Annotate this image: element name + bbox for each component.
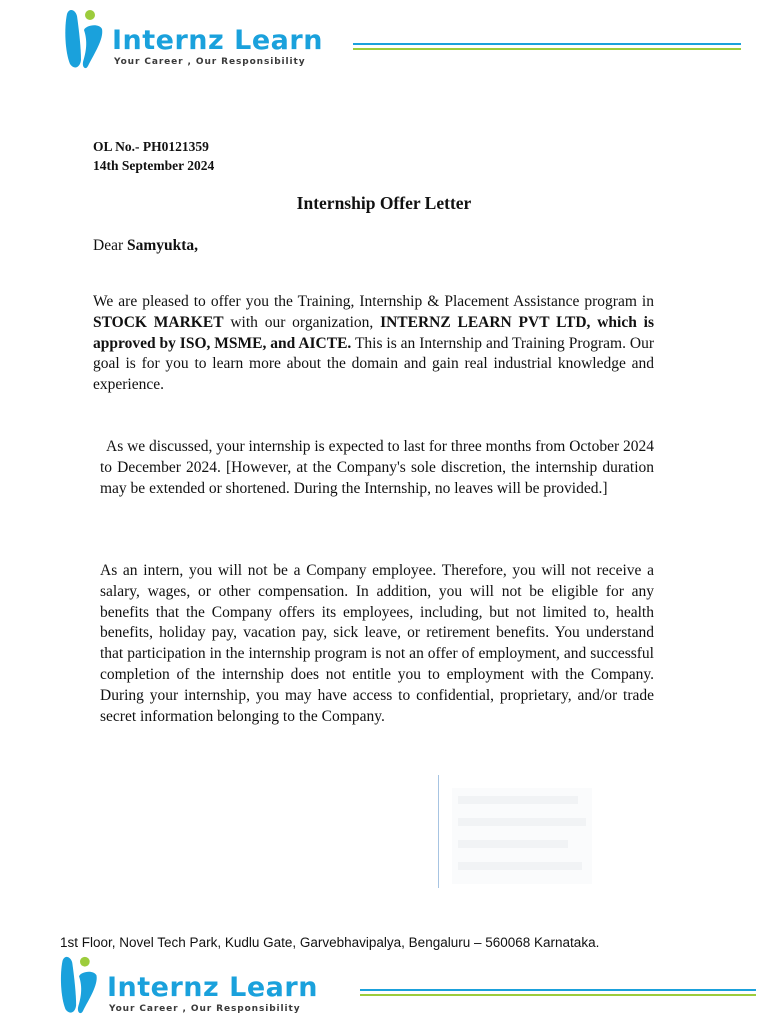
footer-logo — [59, 953, 318, 1015]
p1-text-1: We are pleased to offer you the Training, Internship & Placement Assistance program in — [93, 293, 654, 310]
greeting — [93, 237, 198, 255]
letter-meta — [93, 137, 214, 175]
footer-rule-blue — [360, 989, 756, 991]
paragraph-offer — [93, 292, 654, 396]
footer-brand-tagline: Your Career , Our Responsibility — [109, 1004, 301, 1014]
greeting-prefix: Dear — [93, 237, 127, 254]
p1-company-name: INTERNZ LEARN PVT LTD, which is approved by ISO, MSME, and AICTE. — [93, 313, 654, 352]
paragraph-duration — [100, 437, 654, 499]
p1-program-name: STOCK MARKET — [93, 313, 224, 331]
header-logo — [64, 6, 323, 70]
signature-divider — [438, 775, 439, 888]
offer-letter-number: OL No.- PH0121359 — [93, 139, 209, 154]
p3-text: As an intern, you will not be a Company employee. Therefore, you will not receive a salary, wages, or other compensation. In addition, you will not be eligible for any benefits that the Company offers its employees, including, but not limited to, health benefits, holiday pay, vacation pay, sick leave, or retirement benefits. You understand that participation in the internship program is not an offer of employment, and successful completion of the internship does not entitle you to employment with the Company. During your internship, you may have access to confidential, proprietary, and/or trade secret information belonging to the Company. — [100, 562, 654, 725]
brand-name: Internz Learn — [112, 25, 323, 56]
footer-brand-name: Internz Learn — [107, 972, 318, 1003]
ij-person-logo-icon — [64, 6, 106, 70]
letter-title: Internship Offer Letter — [296, 193, 472, 213]
p1-text-3: This is an Internship and Training Program. Our goal is for you to learn more about the domain and gain real industrial knowledge and experience. — [93, 334, 654, 394]
brand-tagline: Your Career , Our Responsibility — [114, 57, 306, 67]
ij-person-logo-icon — [59, 953, 101, 1015]
paragraph-terms — [100, 561, 654, 727]
recipient-name: Samyukta, — [127, 237, 199, 254]
company-address: 1st Floor, Novel Tech Park, Kudlu Gate, Garvebhavipalya, Bengaluru – 560068 Karnataka. — [60, 935, 600, 950]
letter-date: 14th September 2024 — [93, 158, 215, 173]
header-rule-green — [353, 48, 741, 50]
p2-text: As we discussed, your internship is expected to last for three months from October 2024 to December 2024. [However, at the Company's sole discretion, the internship duration may be extended or shortened. During the Internship, no leaves will be provided.] — [100, 438, 654, 497]
footer-rule-green — [360, 994, 756, 996]
p1-text-2: with our organization, — [223, 313, 381, 331]
faded-stamp-image — [452, 788, 592, 884]
header-rule-blue — [353, 43, 741, 45]
